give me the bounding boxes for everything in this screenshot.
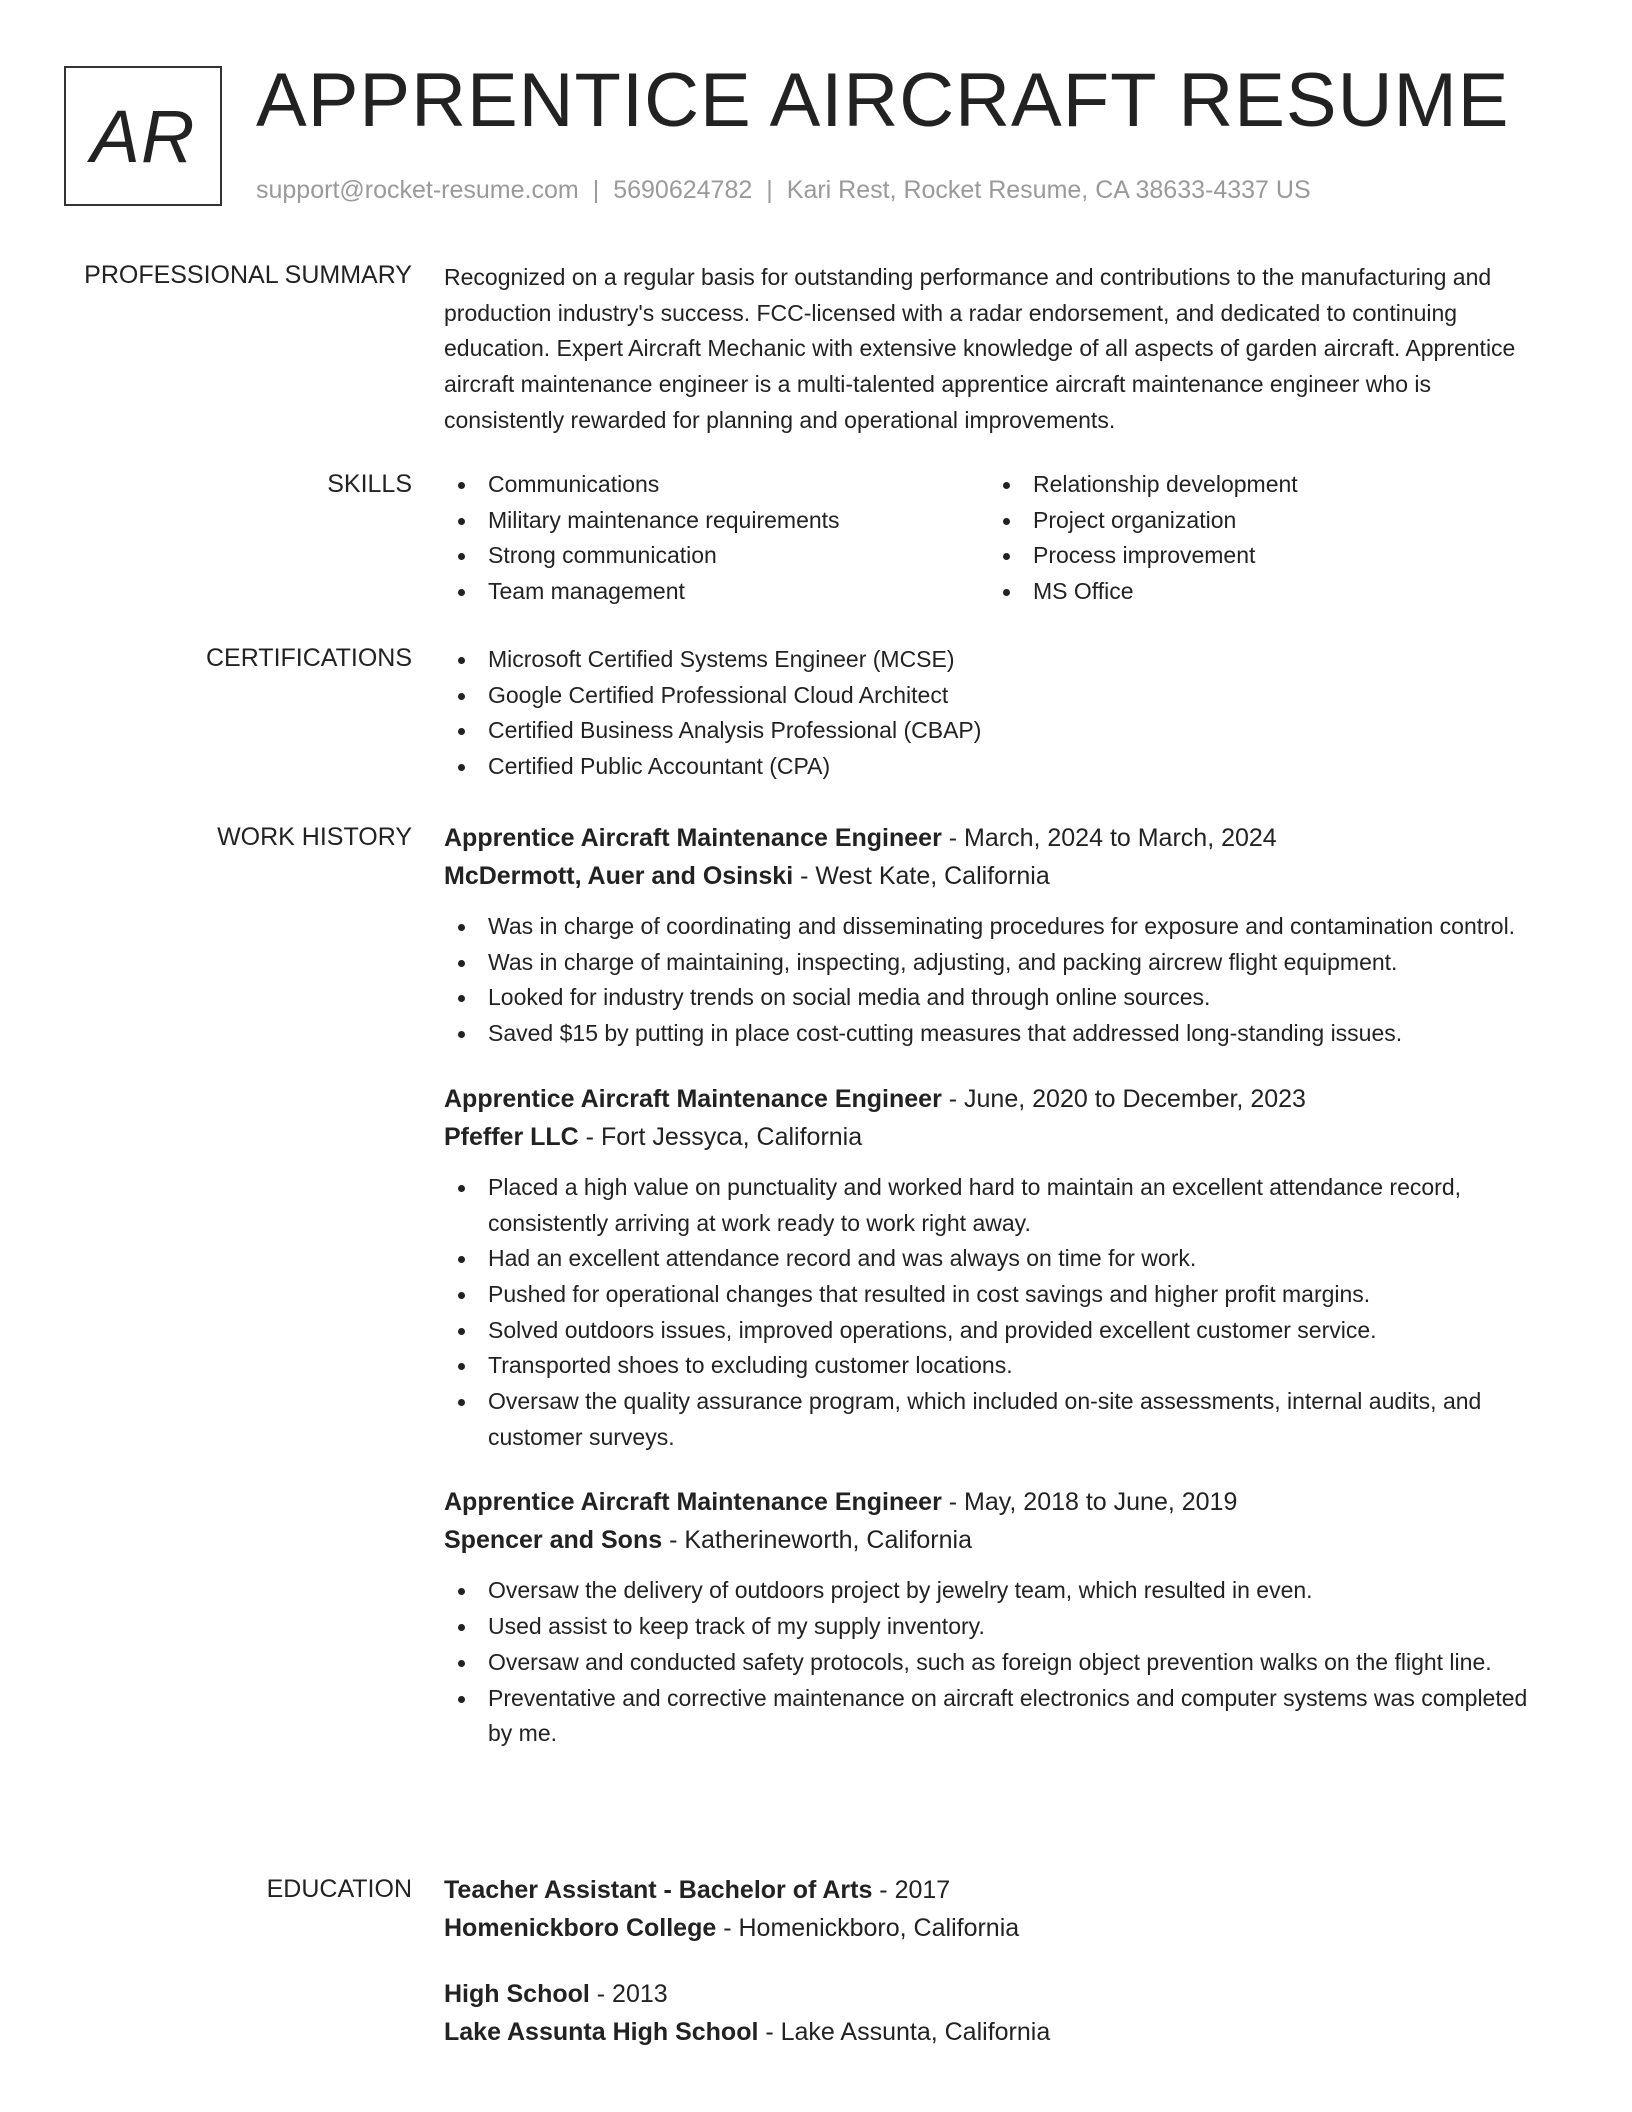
education-degree: High School xyxy=(444,1980,590,2008)
job-duty: Was in charge of coordinating and disseminating procedures for exposure and contamination control. xyxy=(444,909,1556,945)
job-duty: Transported shoes to excluding customer locations. xyxy=(444,1348,1556,1384)
job-duty: Oversaw and conducted safety protocols, such as foreign object prevention walks on the flight line. xyxy=(444,1645,1556,1681)
section-heading-summary: PROFESSIONAL SUMMARY xyxy=(84,261,412,289)
education-school: Homenickboro College xyxy=(444,1914,717,1942)
education-year: - 2017 xyxy=(872,1876,951,1904)
section-heading-certifications: CERTIFICATIONS xyxy=(205,644,412,672)
contact-separator: | xyxy=(766,176,773,204)
job-duties-list xyxy=(444,1170,1556,1456)
job-title: Apprentice Aircraft Maintenance Engineer xyxy=(444,1488,942,1517)
job-location: - Fort Jessyca, California xyxy=(578,1122,863,1151)
section-heading-education: EDUCATION xyxy=(266,1875,412,1903)
job-company-line xyxy=(444,1521,1556,1559)
job-duty: Pushed for operational changes that resulted in cost savings and higher profit margins. xyxy=(444,1277,1556,1313)
job-duty: Saved $15 by putting in place cost-cutting measures that addressed long-standing issues. xyxy=(444,1016,1556,1052)
skills-list-left xyxy=(444,467,989,610)
skills-list-right xyxy=(989,467,1534,610)
job-company: McDermott, Auer and Osinski xyxy=(444,862,794,890)
education-entry xyxy=(444,1871,1556,1947)
job-title: Apprentice Aircraft Maintenance Engineer xyxy=(444,824,942,852)
education-degree-line xyxy=(444,1975,1556,2013)
job-title: Apprentice Aircraft Maintenance Engineer xyxy=(444,1084,942,1113)
job-entry xyxy=(444,1483,1556,1752)
certification-item: Microsoft Certified Systems Engineer (MCSE) xyxy=(444,642,1556,678)
job-entry xyxy=(444,819,1556,1052)
education-school-line xyxy=(444,2013,1556,2051)
job-dates: - June, 2020 to December, 2023 xyxy=(941,1084,1306,1113)
job-entry xyxy=(444,1080,1556,1456)
skill-item: Team management xyxy=(444,574,989,610)
contact-phone[interactable]: 5690624782 xyxy=(613,176,753,204)
summary-text: Recognized on a regular basis for outstanding performance and contributions to the manufacturing and production industry's success. FCC-licensed with a radar endorsement, and dedicated to continuing education. Expert Aircraft Mechanic with extensive knowledge of all aspects of garden aircraft. Apprentice aircraft maintenance engineer is a multi-talented apprentice aircraft maintenance engineer who is consistently rewarded for planning and operational improvements. xyxy=(444,264,1516,433)
job-duties-list xyxy=(444,909,1556,1052)
skill-item: Relationship development xyxy=(989,467,1534,503)
job-dates: - March, 2024 to March, 2024 xyxy=(941,824,1277,852)
job-location: - West Kate, California xyxy=(793,862,1050,890)
job-duty: Was in charge of maintaining, inspecting, adjusting, and packing aircrew flight equipment. xyxy=(444,945,1556,981)
education-school: Lake Assunta High School xyxy=(444,2018,759,2046)
education-degree: Teacher Assistant - Bachelor of Arts xyxy=(444,1876,873,1904)
section-heading-work-history: WORK HISTORY xyxy=(217,823,412,851)
job-title-line xyxy=(444,1483,1556,1521)
job-duty: Used assist to keep track of my supply inventory. xyxy=(444,1609,1556,1645)
job-company-line xyxy=(444,1118,1556,1156)
certifications-list xyxy=(444,642,1556,785)
education-year: - 2013 xyxy=(589,1980,668,2008)
resume-title: APPRENTICE AIRCRAFT RESUME xyxy=(256,58,1510,143)
contact-email[interactable]: support@rocket-resume.com xyxy=(256,176,579,204)
skill-item: Process improvement xyxy=(989,538,1534,574)
job-duty: Oversaw the quality assurance program, which included on-site assessments, internal audits, and customer surveys. xyxy=(444,1384,1556,1455)
certification-item: Certified Business Analysis Professional (CBAP) xyxy=(444,713,1556,749)
job-duty: Looked for industry trends on social media and through online sources. xyxy=(444,980,1556,1016)
contact-line xyxy=(256,174,1311,206)
job-duty: Preventative and corrective maintenance on aircraft electronics and computer systems was completed by me. xyxy=(444,1681,1556,1752)
job-title-line xyxy=(444,819,1556,857)
education-school-line xyxy=(444,1909,1556,1947)
job-duty: Oversaw the delivery of outdoors project by jewelry team, which resulted in even. xyxy=(444,1573,1556,1609)
contact-address: Kari Rest, Rocket Resume, CA 38633-4337 US xyxy=(786,176,1311,204)
job-duty: Solved outdoors issues, improved operations, and provided excellent customer service. xyxy=(444,1313,1556,1349)
skill-item: Strong communication xyxy=(444,538,989,574)
section-heading-skills: SKILLS xyxy=(327,470,412,498)
job-title-line xyxy=(444,1080,1556,1118)
job-duty: Had an excellent attendance record and was always on time for work. xyxy=(444,1241,1556,1277)
job-location: - Katherineworth, California xyxy=(662,1526,972,1555)
certification-item: Certified Public Accountant (CPA) xyxy=(444,749,1556,785)
education-location: - Homenickboro, California xyxy=(716,1914,1020,1942)
education-location: - Lake Assunta, California xyxy=(758,2018,1051,2046)
job-company: Spencer and Sons xyxy=(444,1526,663,1555)
education-degree-line xyxy=(444,1871,1556,1909)
job-company: Pfeffer LLC xyxy=(444,1122,579,1151)
skill-item: MS Office xyxy=(989,574,1534,610)
skill-item: Project organization xyxy=(989,503,1534,539)
contact-separator: | xyxy=(592,176,600,204)
certification-item: Google Certified Professional Cloud Architect xyxy=(444,678,1556,714)
job-duties-list xyxy=(444,1573,1556,1752)
job-duty: Placed a high value on punctuality and worked hard to maintain an excellent attendance record, consistently arriving at work ready to work right away. xyxy=(444,1170,1556,1241)
skill-item: Communications xyxy=(444,467,989,503)
job-dates: - May, 2018 to June, 2019 xyxy=(941,1488,1238,1517)
skill-item: Military maintenance requirements xyxy=(444,503,989,539)
education-entry xyxy=(444,1975,1556,2051)
job-company-line xyxy=(444,857,1556,895)
monogram-logo: AR xyxy=(64,66,222,206)
